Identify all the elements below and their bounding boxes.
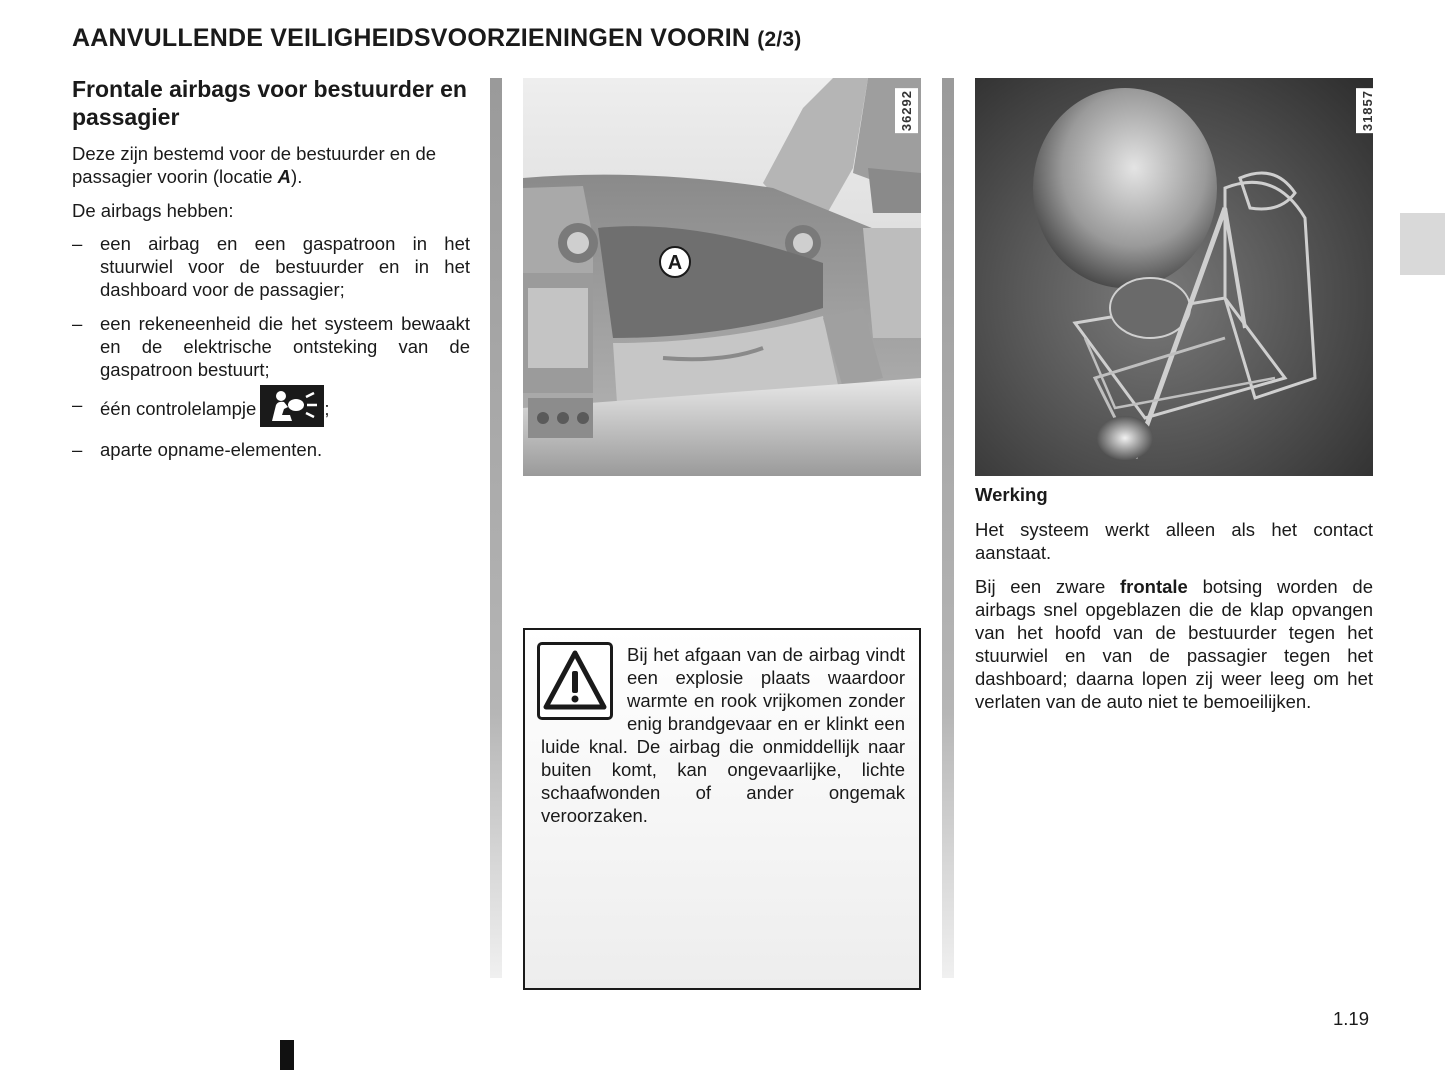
airbag-component-list	[72, 232, 470, 472]
chapter-tab	[1400, 213, 1445, 275]
list-item-warning-lamp: – één controlelampje ;	[72, 393, 470, 427]
werking-heading: Werking	[975, 484, 1048, 505]
list-item: – aparte opname-elementen.	[72, 439, 323, 460]
page-title-suffix: (2/3)	[757, 28, 802, 51]
print-marker	[280, 1040, 294, 1070]
location-letter: A	[277, 166, 292, 187]
warning-box	[523, 628, 921, 990]
list-item: – een rekeneenheid die het systeem bewaakt en de elektrische ontsteking van de gaspatroon bestuurt;	[72, 313, 470, 380]
page-number: 1.19	[1333, 1008, 1370, 1029]
callout-a-label: A	[667, 252, 683, 274]
werking-paragraph-1: Het systeem werkt alleen als het contact aanstaat.	[975, 519, 1373, 563]
intro-paragraph: Deze zijn bestemd voor de bestuurder en de passagier voorin (locatie A).	[72, 143, 437, 187]
frontale-emphasis: frontale	[1120, 576, 1188, 597]
dashboard-illustration	[523, 78, 921, 476]
airbags-have-text: De airbags hebben:	[72, 200, 234, 221]
airbag-warning-lamp-icon	[260, 385, 324, 427]
image-number-31857: 31857	[1356, 88, 1379, 133]
airbag-deployment-illustration	[975, 78, 1373, 476]
warning-text: Bij het afgaan van de airbag vindt een explosie plaats waardoor warmte en rook vrijkomen zonder enig brandgevaar en er klinkt een luide knal. De airbag die onmiddellijk naar buiten komt, kan ongevaarlijke, lichte schaafwonden of ander ongemak veroorzaken.	[541, 644, 905, 826]
column-separator	[942, 78, 954, 978]
werking-paragraph-2: Bij een zware frontale botsing worden de airbags snel opgeblazen die de klap opvangen van het hoofd van de bestuurder tegen het stuurwiel en van de passagier tegen het dashboard; daarna lopen zij weer leeg om het verlaten van de auto niet te bemoeilijken.	[975, 576, 1373, 712]
image-number-36292: 36292	[895, 88, 918, 133]
column-separator	[490, 78, 502, 978]
section-heading: Frontale airbags voor bestuurder en passagier	[72, 76, 467, 130]
list-item: – een airbag en een gaspatroon in het stuurwiel voor de bestuurder en in het dashboard voor de passagier;	[72, 233, 470, 300]
page-title: AANVULLENDE VEILIGHEIDSVOORZIENINGEN VOORIN (2/3)	[72, 24, 802, 52]
